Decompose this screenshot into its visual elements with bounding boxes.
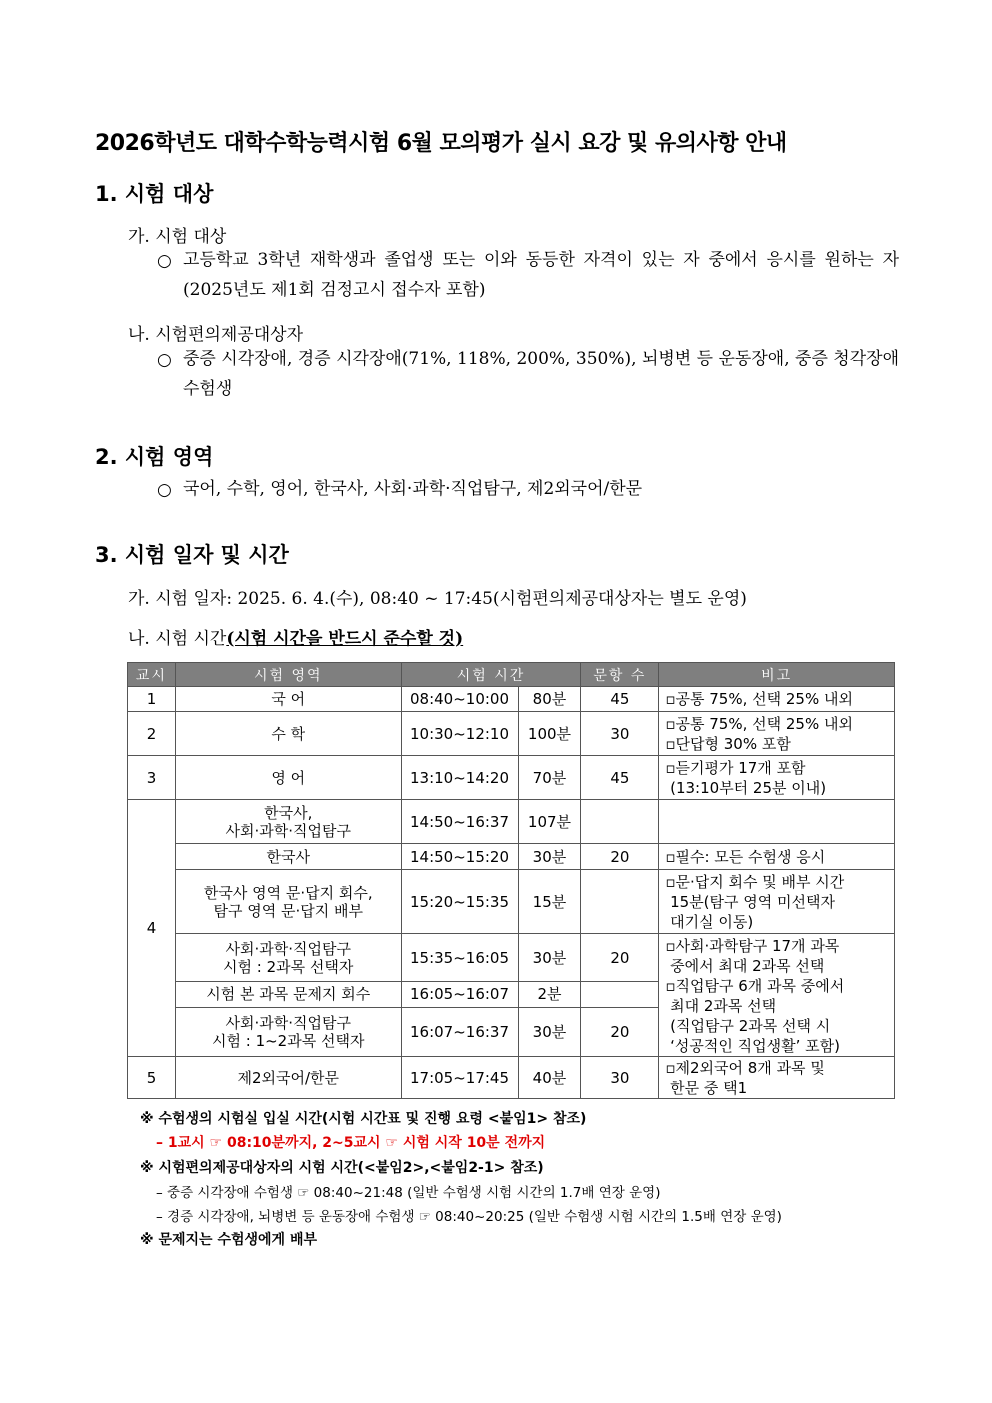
- bullet-mark: ○: [157, 350, 172, 370]
- cell-count: [581, 800, 659, 844]
- cell-note: ▫필수: 모든 수험생 응시: [659, 844, 895, 870]
- cell-time: 17:05~17:45: [401, 1057, 518, 1099]
- cell-period: 5: [128, 1057, 176, 1099]
- cell-period: 3: [128, 756, 176, 800]
- cell-area: 한국사, 사회·과학·직업탐구: [175, 800, 401, 844]
- table-header-row: [128, 663, 895, 687]
- subsection-label: 나. 시험편의제공대상자: [128, 325, 304, 345]
- cell-time: 16:05~16:07: [401, 982, 518, 1008]
- cell-time: 10:30~12:10: [401, 712, 518, 756]
- cell-count: 20: [581, 934, 659, 982]
- bullet-text: 국어, 수학, 영어, 한국사, 사회·과학·직업탐구, 제2외국어/한문: [183, 479, 643, 499]
- table-row: [128, 756, 895, 800]
- cell-duration: 70분: [518, 756, 581, 800]
- cell-note: ▫제2외국어 8개 과목 및 한문 중 택1: [659, 1057, 895, 1099]
- cell-duration: 107분: [518, 800, 581, 844]
- table-row: [128, 934, 895, 982]
- subsection-label: 가. 시험 대상: [128, 227, 227, 247]
- cell-note: ▫듣기평가 17개 포함 (13:10부터 25분 이내): [659, 756, 895, 800]
- cell-count: 20: [581, 1007, 659, 1056]
- header-area: 시험 영역: [175, 663, 401, 687]
- cell-duration: 30분: [518, 934, 581, 982]
- cell-count: [581, 982, 659, 1008]
- cell-area: 한국사: [175, 844, 401, 870]
- note-entry-time-detail: – 1교시 ☞ 08:10분까지, 2~5교시 ☞ 시험 시작 10분 전까지: [156, 1135, 546, 1151]
- cell-time: 14:50~15:20: [401, 844, 518, 870]
- exam-time-line: [128, 624, 463, 649]
- table-row: [128, 844, 895, 870]
- cell-time: 14:50~16:37: [401, 800, 518, 844]
- note-distribution: ※ 문제지는 수험생에게 배부: [140, 1232, 317, 1248]
- cell-time: 13:10~14:20: [401, 756, 518, 800]
- cell-duration: 30분: [518, 844, 581, 870]
- cell-duration: 30분: [518, 1007, 581, 1056]
- bullet-text: 중증 시각장애, 경증 시각장애(71%, 118%, 200%, 350%), 뇌병변 등 운동장애, 중증 청각장애 수험생: [183, 349, 899, 399]
- table-row: [128, 1057, 895, 1099]
- note-mild-visual: – 경증 시각장애, 뇌병변 등 운동장애 수험생 ☞ 08:40~20:25 (일반 수험생 시험 시간의 1.5배 연장 운영): [156, 1209, 782, 1225]
- cell-area: 국 어: [175, 687, 401, 712]
- cell-time: 16:07~16:37: [401, 1007, 518, 1056]
- bullet-mark: ○: [157, 251, 172, 271]
- cell-count: [581, 870, 659, 934]
- note-severe-visual: – 중증 시각장애 수험생 ☞ 08:40~21:48 (일반 수험생 시험 시간의 1.7배 연장 운영): [156, 1185, 661, 1201]
- cell-note: ▫공통 75%, 선택 25% 내외 ▫단답형 30% 포함: [659, 712, 895, 756]
- cell-area: 영 어: [175, 756, 401, 800]
- cell-count: 20: [581, 844, 659, 870]
- cell-area: 수 학: [175, 712, 401, 756]
- table-row: [128, 687, 895, 712]
- cell-period: 2: [128, 712, 176, 756]
- cell-note: ▫사회·과학탐구 17개 과목 중에서 최대 2과목 선택 ▫직업탐구 6개 과목 중에서 최대 2과목 선택 (직업탐구 2과목 선택 시 ‘성공적인 직업생활’ 포함): [659, 934, 895, 1057]
- cell-note: ▫공통 75%, 선택 25% 내외: [659, 687, 895, 712]
- cell-count: 45: [581, 756, 659, 800]
- header-period: 교시: [128, 663, 176, 687]
- exam-time-emphasis: (시험 시간을 반드시 준수할 것): [226, 629, 464, 649]
- table-row: [128, 712, 895, 756]
- cell-count: 30: [581, 1057, 659, 1099]
- cell-area: 한국사 영역 문·답지 회수, 탐구 영역 문·답지 배부: [175, 870, 401, 934]
- note-entry-time: ※ 수험생의 시험실 입실 시간(시험 시간표 및 진행 요령 <붙임1> 참조): [140, 1111, 587, 1127]
- cell-count: 45: [581, 687, 659, 712]
- cell-duration: 15분: [518, 870, 581, 934]
- cell-duration: 80분: [518, 687, 581, 712]
- cell-duration: 40분: [518, 1057, 581, 1099]
- section-heading-target: 1. 시험 대상: [95, 182, 214, 206]
- bullet-text: 고등학교 3학년 재학생과 졸업생 또는 이와 동등한 자격이 있는 자 중에서 응시를 원하는 자(2025년도 제1회 검정고시 접수자 포함): [183, 250, 899, 300]
- section-heading-schedule: 3. 시험 일자 및 시간: [95, 543, 289, 567]
- bullet-mark: ○: [157, 480, 172, 500]
- cell-area: 시험 본 과목 문제지 회수: [175, 982, 401, 1008]
- schedule-table: [127, 662, 895, 1099]
- cell-count: 30: [581, 712, 659, 756]
- cell-area: 사회·과학·직업탐구 시험 : 1~2과목 선택자: [175, 1007, 401, 1056]
- note-accommodation-time: ※ 시험편의제공대상자의 시험 시간(<붙임2>,<붙임2-1> 참조): [140, 1160, 544, 1176]
- cell-time: 08:40~10:00: [401, 687, 518, 712]
- cell-duration: 2분: [518, 982, 581, 1008]
- cell-period: 1: [128, 687, 176, 712]
- cell-duration: 100분: [518, 712, 581, 756]
- header-note: 비고: [659, 663, 895, 687]
- table-row: [128, 800, 895, 844]
- page-title: 2026학년도 대학수학능력시험 6월 모의평가 실시 요강 및 유의사항 안내: [95, 131, 787, 156]
- exam-date-line: 가. 시험 일자: 2025. 6. 4.(수), 08:40 ~ 17:45(시험편의제공대상자는 별도 운영): [128, 589, 747, 609]
- header-count: 문항 수: [581, 663, 659, 687]
- cell-area: 사회·과학·직업탐구 시험 : 2과목 선택자: [175, 934, 401, 982]
- cell-period: 4: [128, 800, 176, 1057]
- exam-time-label: 나. 시험 시간: [128, 629, 227, 649]
- cell-area: 제2외국어/한문: [175, 1057, 401, 1099]
- cell-time: 15:20~15:35: [401, 870, 518, 934]
- cell-time: 15:35~16:05: [401, 934, 518, 982]
- cell-note: [659, 800, 895, 844]
- cell-note: ▫문·답지 회수 및 배부 시간 15분(탐구 영역 미선택자 대기실 이동): [659, 870, 895, 934]
- table-row: [128, 870, 895, 934]
- section-heading-areas: 2. 시험 영역: [95, 445, 214, 469]
- header-time: 시험 시간: [401, 663, 581, 687]
